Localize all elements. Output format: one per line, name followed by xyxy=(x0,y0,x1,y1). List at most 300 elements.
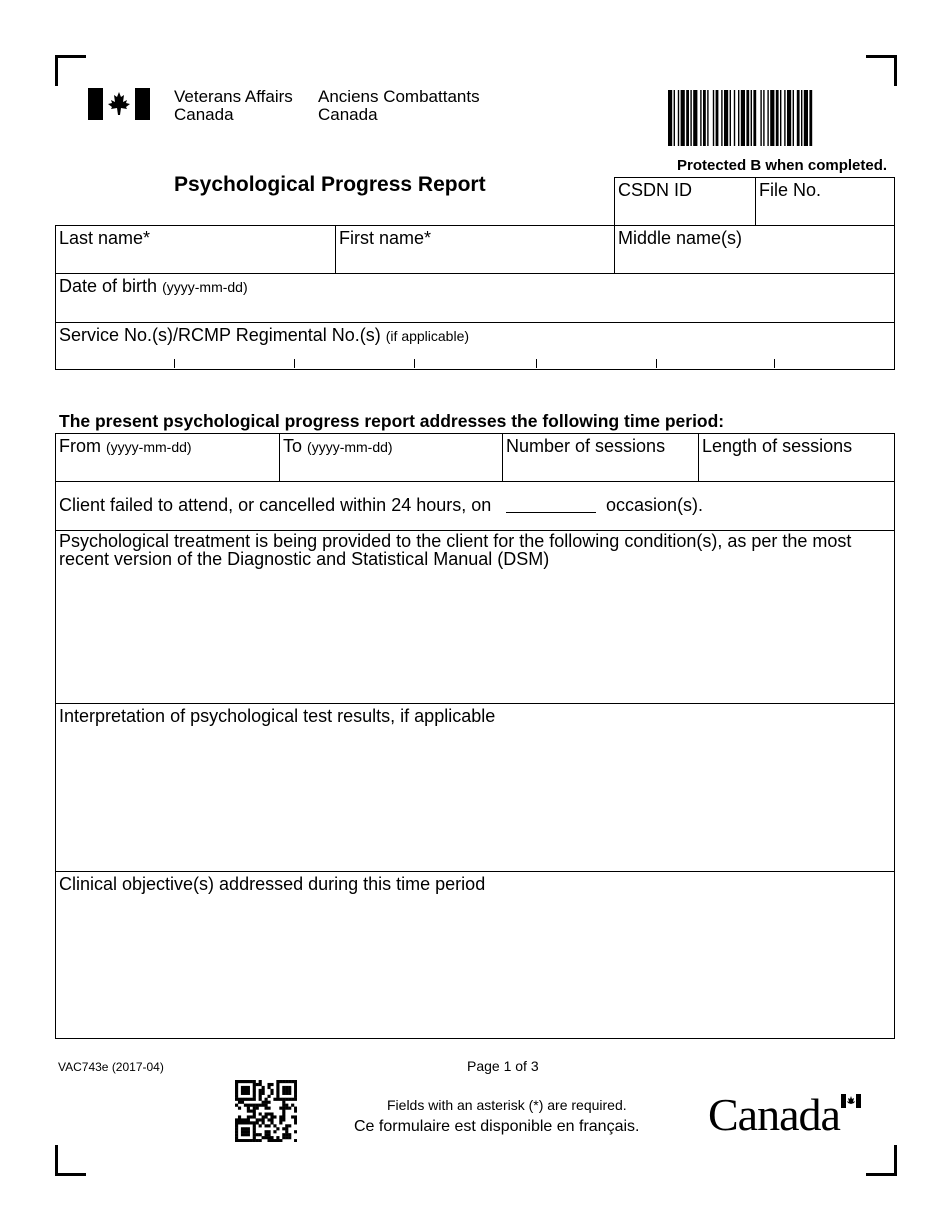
qr-module xyxy=(247,1133,250,1136)
qr-module xyxy=(285,1089,288,1092)
qr-module xyxy=(247,1098,250,1101)
barcode-bar xyxy=(674,90,675,146)
qr-module xyxy=(267,1124,270,1127)
dept-en-line1: Veterans Affairs xyxy=(174,87,293,106)
qr-module xyxy=(247,1107,250,1110)
qr-module xyxy=(265,1130,268,1133)
qr-module xyxy=(247,1092,250,1095)
qr-module xyxy=(253,1136,256,1139)
qr-module xyxy=(288,1107,291,1110)
qr-module xyxy=(244,1133,247,1136)
qr-module xyxy=(285,1104,288,1107)
barcode-bar xyxy=(753,90,756,146)
qr-module xyxy=(267,1112,270,1115)
crop-mark-top-right xyxy=(866,55,897,86)
qr-module xyxy=(294,1092,297,1095)
qr-module xyxy=(291,1098,294,1101)
qr-module xyxy=(288,1133,291,1136)
qr-module xyxy=(250,1139,253,1142)
qr-module xyxy=(285,1107,288,1110)
qr-module xyxy=(235,1089,238,1092)
qr-module xyxy=(247,1110,250,1113)
qr-module xyxy=(250,1121,253,1124)
qr-module xyxy=(253,1095,256,1098)
qr-module xyxy=(238,1121,241,1124)
qr-module xyxy=(253,1080,256,1083)
qr-module xyxy=(247,1127,250,1130)
qr-module xyxy=(273,1098,276,1101)
qr-module xyxy=(262,1118,265,1121)
qr-module xyxy=(241,1092,244,1095)
test-interpretation-label: Interpretation of psychological test results, if applicable xyxy=(59,706,496,726)
qr-module xyxy=(279,1080,282,1083)
qr-module xyxy=(253,1092,256,1095)
dept-en-line2: Canada xyxy=(174,105,234,124)
from-label xyxy=(59,436,192,457)
qr-module xyxy=(253,1115,256,1118)
qr-module xyxy=(288,1086,291,1089)
barcode-bar xyxy=(804,90,808,146)
qr-module xyxy=(285,1133,288,1136)
qr-module xyxy=(294,1121,297,1124)
dept-name-english xyxy=(174,88,293,124)
qr-module xyxy=(267,1130,270,1133)
barcode-bar xyxy=(801,90,802,146)
qr-module xyxy=(253,1121,256,1124)
qr-module xyxy=(270,1115,273,1118)
qr-module xyxy=(256,1118,259,1121)
qr-module xyxy=(259,1139,262,1142)
qr-module xyxy=(282,1086,285,1089)
qr-module xyxy=(294,1083,297,1086)
qr-module xyxy=(244,1089,247,1092)
qr-module xyxy=(259,1098,262,1101)
qr-module xyxy=(241,1118,244,1121)
qr-module xyxy=(244,1121,247,1124)
barcode-bar xyxy=(776,90,779,146)
qr-module xyxy=(241,1086,244,1089)
qr-module xyxy=(241,1089,244,1092)
length-label: Length of sessions xyxy=(702,436,853,456)
qr-module xyxy=(265,1112,268,1115)
barcode-bar xyxy=(690,90,691,146)
crop-mark-bottom-right xyxy=(866,1145,897,1176)
barcode-bar xyxy=(734,90,735,146)
qr-module xyxy=(238,1080,241,1083)
period-heading: The present psychological progress report addresses the following time period: xyxy=(59,411,725,431)
page-title: Psychological Progress Report xyxy=(174,173,486,196)
qr-module xyxy=(285,1136,288,1139)
barcode-bar xyxy=(770,90,774,146)
qr-module xyxy=(244,1118,247,1121)
qr-module xyxy=(276,1098,279,1101)
qr-module xyxy=(235,1121,238,1124)
qr-module xyxy=(265,1133,268,1136)
qr-module xyxy=(241,1121,244,1124)
from-date-field[interactable] xyxy=(56,434,280,481)
middle-name-field[interactable] xyxy=(615,226,894,273)
service-number-field[interactable] xyxy=(56,323,894,369)
qr-module xyxy=(276,1092,279,1095)
crop-mark-bottom-left xyxy=(55,1145,86,1176)
qr-module xyxy=(235,1092,238,1095)
qr-module xyxy=(294,1115,297,1118)
file-no-label: File No. xyxy=(759,180,822,200)
id-fields-box xyxy=(614,177,895,226)
qr-module xyxy=(294,1107,297,1110)
qr-module xyxy=(235,1127,238,1130)
barcode-bar xyxy=(746,90,749,146)
qr-module xyxy=(288,1089,291,1092)
qr-module xyxy=(265,1107,268,1110)
progress-section xyxy=(55,433,895,1039)
barcode-bar xyxy=(703,90,706,146)
barcode-bar xyxy=(681,90,685,146)
french-availability-note: Ce formulaire est disponible en français. xyxy=(354,1118,640,1135)
qr-module xyxy=(244,1086,247,1089)
crop-mark-top-left xyxy=(55,55,86,86)
canada-wordmark xyxy=(708,1088,840,1138)
qr-module xyxy=(294,1095,297,1098)
qr-module xyxy=(285,1092,288,1095)
required-fields-note: Fields with an asterisk (*) are required. xyxy=(387,1097,627,1113)
qr-module xyxy=(294,1080,297,1083)
qr-module xyxy=(244,1130,247,1133)
dob-label xyxy=(59,276,248,297)
qr-module xyxy=(270,1092,273,1095)
barcode-bar xyxy=(741,90,745,146)
qr-module xyxy=(285,1124,288,1127)
qr-module xyxy=(270,1118,273,1121)
qr-module xyxy=(238,1107,241,1110)
qr-module xyxy=(285,1130,288,1133)
qr-module xyxy=(265,1136,268,1139)
last-name-label: Last name* xyxy=(59,228,151,248)
test-interpretation-field[interactable] xyxy=(56,704,894,871)
qr-module xyxy=(267,1118,270,1121)
canada-flag-logo xyxy=(88,88,150,120)
to-label xyxy=(283,436,393,457)
qr-module xyxy=(238,1115,241,1118)
length-of-sessions-field[interactable] xyxy=(699,434,894,481)
missed-sessions-text-after: occasion(s). xyxy=(606,495,704,515)
qr-module xyxy=(270,1083,273,1086)
barcode-bar xyxy=(763,90,764,146)
qr-module xyxy=(235,1139,238,1142)
barcode-bar xyxy=(707,90,708,146)
qr-module xyxy=(244,1098,247,1101)
date-of-birth-field[interactable] xyxy=(56,274,894,322)
qr-module xyxy=(235,1083,238,1086)
qr-module xyxy=(270,1089,273,1092)
from-label-text: From xyxy=(59,436,101,456)
canada-wordmark-text: Canada xyxy=(708,1089,840,1140)
missed-sessions-input[interactable] xyxy=(506,512,596,513)
barcode-bar xyxy=(730,90,731,146)
service-slot-tick xyxy=(414,359,415,368)
service-hint: (if applicable) xyxy=(385,328,470,344)
qr-module xyxy=(247,1121,250,1124)
qr-module xyxy=(262,1104,265,1107)
clinical-objectives-label: Clinical objective(s) addressed during this time period xyxy=(59,874,486,894)
missed-sessions-row xyxy=(56,482,894,530)
dept-name-french xyxy=(318,88,480,124)
qr-module xyxy=(276,1086,279,1089)
qr-module xyxy=(238,1098,241,1101)
qr-module xyxy=(235,1130,238,1133)
qr-module xyxy=(276,1089,279,1092)
qr-module xyxy=(235,1086,238,1089)
qr-module xyxy=(288,1098,291,1101)
qr-module xyxy=(256,1139,259,1142)
qr-module xyxy=(262,1115,265,1118)
qr-module xyxy=(253,1107,256,1110)
qr-module xyxy=(238,1101,241,1104)
qr-module xyxy=(282,1110,285,1113)
missed-sessions-text-before: Client failed to attend, or cancelled within 24 hours, on xyxy=(59,495,492,515)
qr-module xyxy=(244,1080,247,1083)
qr-module xyxy=(262,1121,265,1124)
qr-module xyxy=(282,1127,285,1130)
qr-module xyxy=(256,1083,259,1086)
qr-module xyxy=(247,1115,250,1118)
qr-module xyxy=(241,1133,244,1136)
qr-module xyxy=(250,1115,253,1118)
qr-module xyxy=(241,1098,244,1101)
qr-module xyxy=(267,1101,270,1104)
qr-module xyxy=(241,1080,244,1083)
barcode xyxy=(668,90,864,146)
qr-module xyxy=(259,1118,262,1121)
qr-module xyxy=(291,1080,294,1083)
qr-module xyxy=(256,1121,259,1124)
qr-module xyxy=(262,1089,265,1092)
qr-module xyxy=(279,1118,282,1121)
qr-module xyxy=(244,1092,247,1095)
qr-module xyxy=(247,1130,250,1133)
sessions-label: Number of sessions xyxy=(506,436,666,456)
qr-module xyxy=(253,1098,256,1101)
qr-module xyxy=(250,1110,253,1113)
last-name-field[interactable] xyxy=(56,226,336,273)
from-hint: (yyyy-mm-dd) xyxy=(106,439,192,455)
qr-module xyxy=(276,1080,279,1083)
qr-module xyxy=(288,1136,291,1139)
barcode-bar xyxy=(760,90,761,146)
qr-module xyxy=(259,1104,262,1107)
dsm-conditions-field[interactable] xyxy=(56,531,894,703)
qr-module xyxy=(294,1139,297,1142)
qr-module xyxy=(282,1101,285,1104)
to-label-text: To xyxy=(283,436,303,456)
qr-module xyxy=(276,1127,279,1130)
qr-module xyxy=(276,1136,279,1139)
dsm-conditions-label: Psychological treatment is being provided to the client for the following condition(s), as per the most recent version of the Diagnostic and Statistical Manual (DSM) xyxy=(59,531,852,569)
barcode-bar xyxy=(693,90,697,146)
qr-module xyxy=(265,1098,268,1101)
to-date-field[interactable] xyxy=(280,434,503,481)
qr-module xyxy=(267,1136,270,1139)
dob-format-hint: (yyyy-mm-dd) xyxy=(162,279,248,295)
qr-module xyxy=(253,1089,256,1092)
qr-module xyxy=(294,1130,297,1133)
qr-module xyxy=(267,1133,270,1136)
qr-module xyxy=(259,1080,262,1083)
qr-module xyxy=(291,1115,294,1118)
qr-module xyxy=(282,1092,285,1095)
qr-module xyxy=(256,1107,259,1110)
qr-module xyxy=(241,1139,244,1142)
qr-module xyxy=(273,1139,276,1142)
qr-module xyxy=(259,1089,262,1092)
dob-label-text: Date of birth xyxy=(59,276,158,296)
barcode-bar xyxy=(793,90,794,146)
to-hint: (yyyy-mm-dd) xyxy=(307,439,393,455)
qr-module xyxy=(247,1139,250,1142)
csdn-id-label: CSDN ID xyxy=(618,180,693,200)
qr-module xyxy=(267,1083,270,1086)
qr-module xyxy=(235,1080,238,1083)
qr-module xyxy=(262,1086,265,1089)
qr-module xyxy=(235,1104,238,1107)
protected-notice: Protected B when completed. xyxy=(677,157,888,174)
qr-module xyxy=(270,1112,273,1115)
qr-module xyxy=(253,1086,256,1089)
qr-module xyxy=(253,1139,256,1142)
barcode-bar xyxy=(780,90,781,146)
barcode-bar xyxy=(713,90,714,146)
qr-module xyxy=(282,1133,285,1136)
qr-module xyxy=(282,1118,285,1121)
qr-module xyxy=(241,1101,244,1104)
qr-module xyxy=(288,1092,291,1095)
qr-module xyxy=(250,1098,253,1101)
first-name-label: First name* xyxy=(339,228,432,248)
qr-module xyxy=(294,1110,297,1113)
qr-module xyxy=(253,1133,256,1136)
service-label-text: Service No.(s)/RCMP Regimental No.(s) xyxy=(59,325,381,345)
form-code: VAC743e (2017-04) xyxy=(58,1060,164,1074)
barcode-bar xyxy=(678,90,679,146)
qr-module xyxy=(276,1139,279,1142)
qr-module xyxy=(285,1080,288,1083)
qr-module xyxy=(250,1104,253,1107)
qr-module xyxy=(276,1083,279,1086)
qr-module xyxy=(273,1115,276,1118)
qr-module xyxy=(270,1121,273,1124)
qr-module xyxy=(235,1124,238,1127)
qr-module xyxy=(282,1115,285,1118)
identity-section xyxy=(55,225,895,370)
qr-module xyxy=(244,1104,247,1107)
qr-module xyxy=(250,1080,253,1083)
qr-module xyxy=(282,1098,285,1101)
qr-module xyxy=(235,1133,238,1136)
qr-module xyxy=(291,1104,294,1107)
qr-module xyxy=(294,1098,297,1101)
qr-module xyxy=(256,1133,259,1136)
qr-module xyxy=(253,1083,256,1086)
qr-module xyxy=(238,1139,241,1142)
qr-module xyxy=(253,1112,256,1115)
qr-module xyxy=(259,1124,262,1127)
qr-module xyxy=(285,1127,288,1130)
clinical-objectives-field[interactable] xyxy=(56,872,894,1038)
barcode-bar xyxy=(767,90,768,146)
barcode-bar xyxy=(716,90,719,146)
qr-module xyxy=(235,1095,238,1098)
qr-module xyxy=(265,1104,268,1107)
qr-module xyxy=(267,1095,270,1098)
page-number: Page 1 of 3 xyxy=(467,1058,539,1074)
qr-module xyxy=(262,1136,265,1139)
qr-module xyxy=(265,1101,268,1104)
middle-name-label: Middle name(s) xyxy=(618,228,743,248)
qr-module xyxy=(253,1104,256,1107)
qr-module xyxy=(253,1130,256,1133)
qr-module xyxy=(247,1118,250,1121)
barcode-bar xyxy=(809,90,812,146)
dept-fr-line1: Anciens Combattants xyxy=(318,87,480,106)
service-slot-tick xyxy=(294,359,295,368)
qr-module xyxy=(262,1092,265,1095)
qr-module xyxy=(282,1112,285,1115)
barcode-bar xyxy=(787,90,791,146)
qr-module xyxy=(259,1092,262,1095)
qr-module xyxy=(267,1086,270,1089)
qr-module xyxy=(285,1086,288,1089)
first-name-field[interactable] xyxy=(336,226,615,273)
barcode-bar xyxy=(724,90,728,146)
service-slot-tick xyxy=(656,359,657,368)
qr-module xyxy=(282,1104,285,1107)
qr-module xyxy=(241,1127,244,1130)
qr-module xyxy=(267,1139,270,1142)
qr-module xyxy=(244,1139,247,1142)
qr-module xyxy=(253,1110,256,1113)
qr-module xyxy=(282,1089,285,1092)
wordmark-flag-icon xyxy=(841,1094,861,1108)
qr-module xyxy=(247,1089,250,1092)
qr-module xyxy=(294,1086,297,1089)
qr-module xyxy=(265,1115,268,1118)
barcode-bar xyxy=(751,90,752,146)
number-of-sessions-field[interactable] xyxy=(503,434,699,481)
qr-module xyxy=(282,1107,285,1110)
qr-module xyxy=(262,1101,265,1104)
qr-module xyxy=(279,1139,282,1142)
barcode-bar xyxy=(784,90,785,146)
qr-module xyxy=(235,1098,238,1101)
csdn-id-field[interactable] xyxy=(615,178,755,226)
qr-module xyxy=(288,1080,291,1083)
qr-module xyxy=(279,1121,282,1124)
qr-module xyxy=(244,1127,247,1130)
qr-module xyxy=(235,1136,238,1139)
service-slot-tick xyxy=(774,359,775,368)
qr-module xyxy=(253,1127,256,1130)
qr-module xyxy=(270,1136,273,1139)
barcode-bar xyxy=(797,90,800,146)
qr-module xyxy=(282,1136,285,1139)
qr-module xyxy=(247,1086,250,1089)
barcode-bar xyxy=(700,90,701,146)
qr-module xyxy=(285,1098,288,1101)
service-label xyxy=(59,325,469,346)
file-no-field[interactable] xyxy=(756,178,894,226)
qr-module xyxy=(265,1124,268,1127)
qr-module xyxy=(279,1115,282,1118)
